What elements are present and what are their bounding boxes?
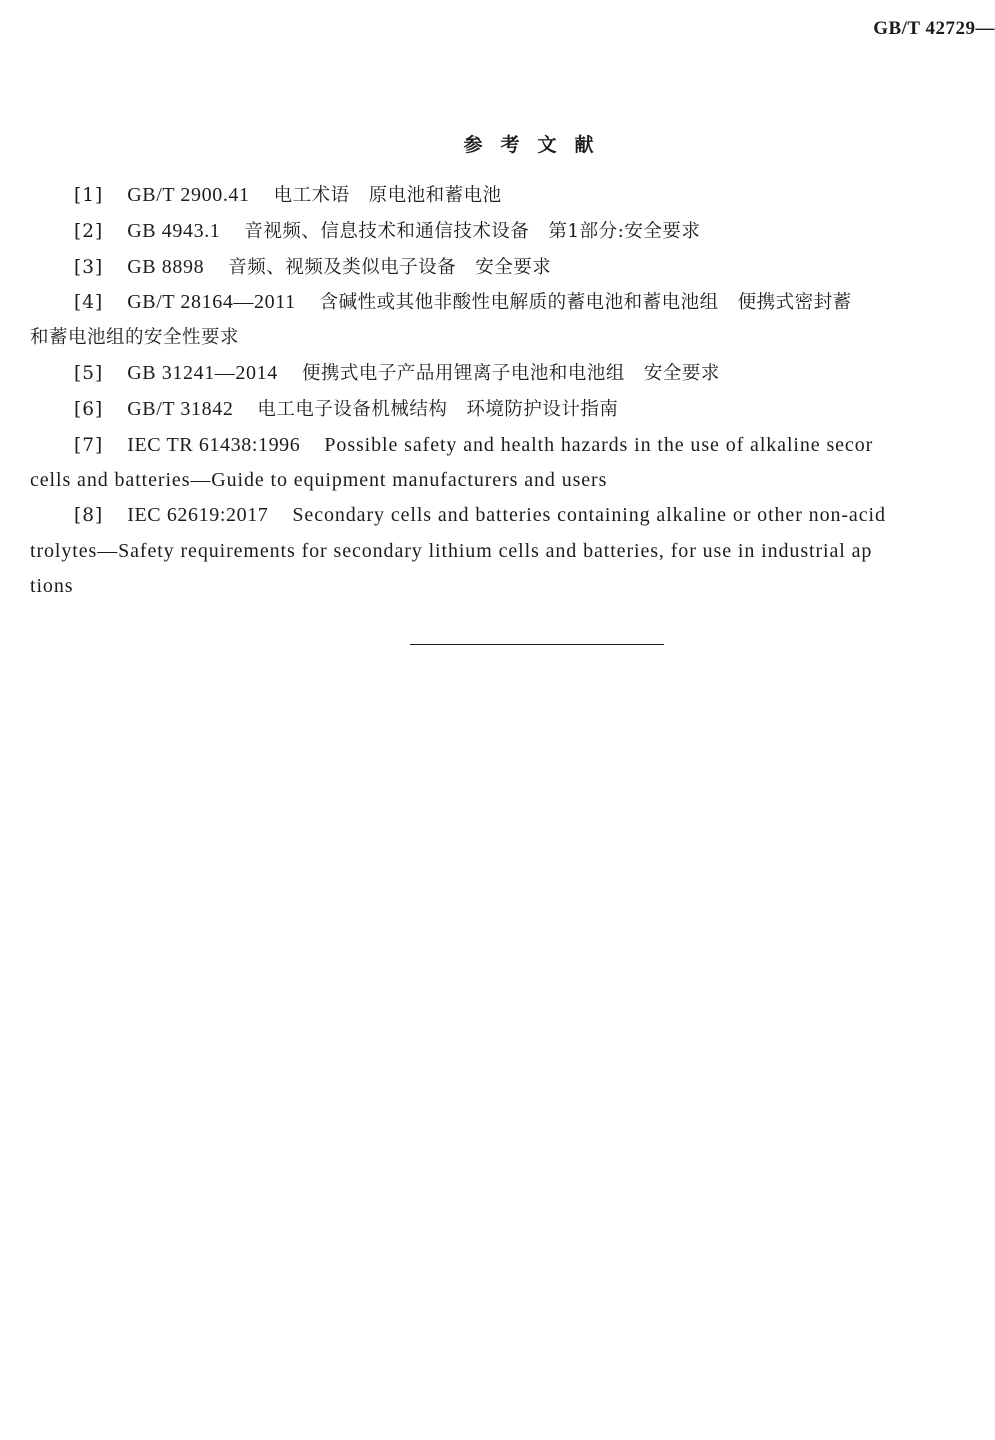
reference-code: IEC TR 61438:1996 (127, 433, 301, 456)
reference-title: 音视频、信息技术和通信技术设备 第1部分:安全要求 (244, 220, 701, 242)
reference-title: Possible safety and health hazards in the use of alkaline secor (324, 433, 874, 456)
reference-code: IEC 62619:2017 (127, 504, 269, 527)
end-of-document-rule (410, 644, 664, 645)
reference-title-continued: 和蓄电池组的安全性要求 (30, 327, 240, 349)
bibliography-title: 参考文献 (463, 134, 612, 156)
reference-item-1 (30, 178, 995, 214)
reference-title: 电工电子设备机械结构 环境防护设计指南 (257, 398, 619, 420)
reference-title: 便携式电子产品用锂离子电池和电池组 安全要求 (301, 362, 720, 384)
reference-number: [1] (74, 185, 104, 206)
reference-title: Secondary cells and batteries containing alkaline or other non-acid (292, 504, 886, 527)
reference-code: GB 31241—2014 (127, 361, 278, 384)
reference-code: GB 4943.1 (127, 219, 221, 242)
reference-item-5 (30, 356, 995, 392)
reference-number: [6] (74, 398, 104, 420)
reference-item-8 (30, 498, 995, 603)
reference-number: [8] (74, 505, 104, 527)
reference-code: GB/T 2900.41 (127, 184, 250, 206)
reference-number: [3] (74, 256, 104, 278)
reference-item-2 (30, 214, 995, 250)
reference-list (30, 178, 995, 604)
reference-title-continued: tions (30, 574, 74, 597)
reference-item-7 (30, 428, 995, 499)
reference-title: 含碱性或其他非酸性电解质的蓄电池和蓄电池组 便携式密封蓄 (319, 292, 852, 314)
reference-number: [2] (74, 220, 104, 242)
reference-item-3 (30, 250, 995, 286)
reference-number: [7] (74, 434, 104, 456)
reference-number: [5] (74, 362, 104, 384)
reference-title: 音频、视频及类似电子设备 安全要求 (228, 256, 552, 278)
reference-code: GB/T 31842 (127, 397, 234, 420)
reference-code: GB 8898 (127, 255, 205, 278)
reference-item-6 (30, 392, 995, 428)
reference-number: [4] (74, 292, 104, 314)
reference-code: GB/T 28164—2011 (127, 291, 296, 314)
reference-item-4 (30, 285, 995, 356)
standard-number-header: GB/T 42729— (873, 18, 995, 39)
reference-title-continued: trolytes—Safety requirements for secondary lithium cells and batteries, for use in industrial ap (30, 539, 873, 562)
reference-title-continued: cells and batteries—Guide to equipment manufacturers and users (30, 469, 608, 492)
reference-title: 电工术语 原电池和蓄电池 (273, 185, 502, 206)
